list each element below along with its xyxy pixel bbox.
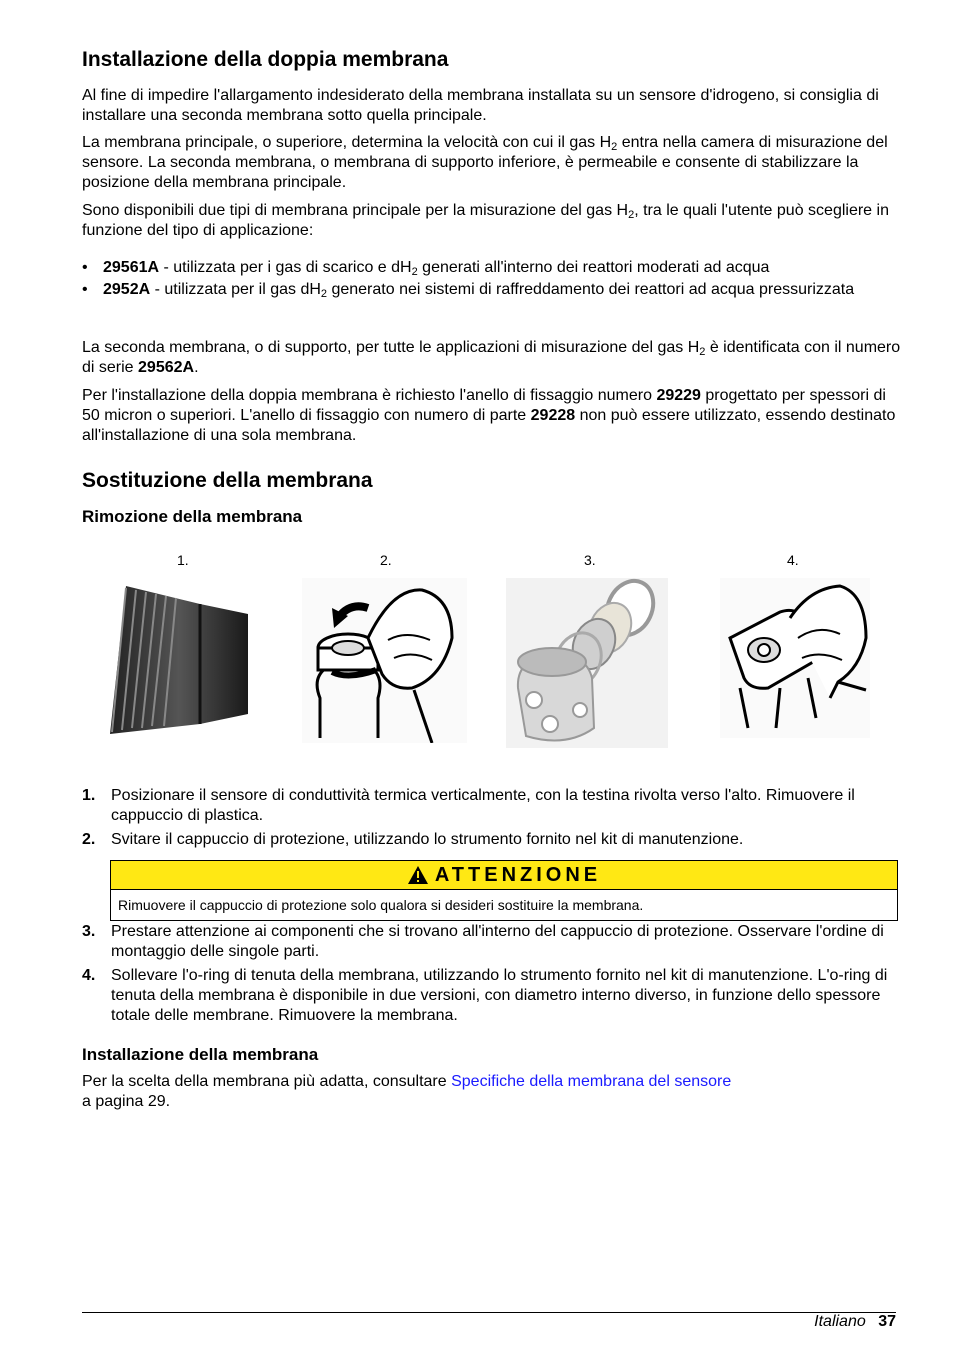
list-item: • 29561A - utilizzata per i gas di scarico e $dH_2$ generati all'interno dei reattori moderati ad acqua: [82, 259, 770, 278]
paragraph-support-membrane: La seconda membrana, o di supporto, per tutte le applicazioni di misurazione del gas $H_2$ è identificata con il numero di serie 29562A.: [82, 339, 901, 376]
paragraph-installation: Per la scelta della membrana più adatta, consultare Specifiche della membrana del sensore a pagina 29.: [82, 1073, 732, 1110]
warning-header: [111, 861, 897, 890]
footer-language: Italiano: [814, 1313, 866, 1330]
paragraph-fixing-ring: Per l'installazione della doppia membrana è richiesto l'anello di fissaggio numero 29229 progettato per spessori di 50 micron o superiori. L'anello di fissaggio con numero di parte 29228 non può essere utilizzato, essendo destinato all'installazione di una sola membrana.: [82, 387, 896, 444]
removal-steps-list-a: [82, 786, 902, 850]
lift-oring-illustration: [720, 578, 870, 738]
warning-title: ATTENZIONE: [434, 863, 602, 886]
removal-steps-list-b: [82, 922, 902, 1026]
list-item: 2. Svitare il cappuccio di protezione, utilizzando lo strumento fornito nel kit di manutenzione.: [82, 831, 744, 848]
list-item: 1. Posizionare il sensore di conduttività termica verticalmente, con la testina rivolta verso l'alto. Rimuovere il cappuccio di plastica.: [82, 787, 855, 824]
warning-text: Rimuovere il cappuccio di protezione solo qualora si desideri sostituire la membrana.: [118, 897, 644, 913]
section-title-membrane-replacement: Sostituzione della membrana: [82, 469, 373, 492]
exploded-parts-illustration: [506, 578, 668, 748]
warning-triangle-icon: [407, 865, 429, 885]
paragraph-main-membrane: La membrana principale, o superiore, determina la velocità con cui il gas $H_2$ entra nella camera di misurazione del sensore. La seconda membrana, o membrana di supporto inferiore, è permeabile e consente di stabilizzare la posizione della membrana principale.: [82, 134, 888, 191]
subsection-title-installation: Installazione della membrana: [82, 1045, 319, 1064]
footer-divider: [82, 1312, 896, 1313]
footer: [814, 1313, 896, 1331]
paragraph-intro: Al fine di impedire l'allargamento indesiderato della membrana installata su un sensore d'idrogeno, si consiglia di installare una seconda membrana sotto quella principale.: [82, 87, 879, 124]
figure-label-1: 1.: [177, 552, 189, 568]
figure-label-2: 2.: [380, 552, 392, 568]
membrane-type-list: [82, 258, 902, 302]
list-item: 4. Sollevare l'o-ring di tenuta della membrana, utilizzando lo strumento fornito nel kit di manutenzione. L'o-ring di tenuta della membrana è disponibile in due versioni, con diametro interno diverso, in funzione dello spessore totale delle membrane. Rimuovere la membrana.: [82, 967, 888, 1024]
warning-box: [110, 860, 898, 921]
unscrew-cap-illustration: [302, 578, 467, 743]
list-item: 3. Prestare attenzione ai componenti che si trovano all'interno del cappuccio di protezione. Osservare l'ordine di montaggio delle singole parti.: [82, 923, 884, 960]
page-number: 37: [878, 1313, 896, 1330]
paragraph-membrane-types: Sono disponibili due tipi di membrana principale per la misurazione del gas $H_2$, tra le quali l'utente può scegliere in funzione del tipo di applicazione:: [82, 202, 889, 239]
section-title-double-membrane: Installazione della doppia membrana: [82, 48, 449, 71]
figure-label-3: 3.: [584, 552, 596, 568]
subsection-title-removal: Rimozione della membrana: [82, 507, 303, 526]
list-item: • 2952A - utilizzata per il gas $dH_2$ generato nei sistemi di raffreddamento dei reattori ad acqua pressurizzata: [82, 281, 855, 300]
membrane-specs-link[interactable]: Specifiche della membrana del sensore: [451, 1073, 732, 1090]
sensor-illustration: [104, 582, 254, 742]
figure-label-4: 4.: [787, 552, 799, 568]
